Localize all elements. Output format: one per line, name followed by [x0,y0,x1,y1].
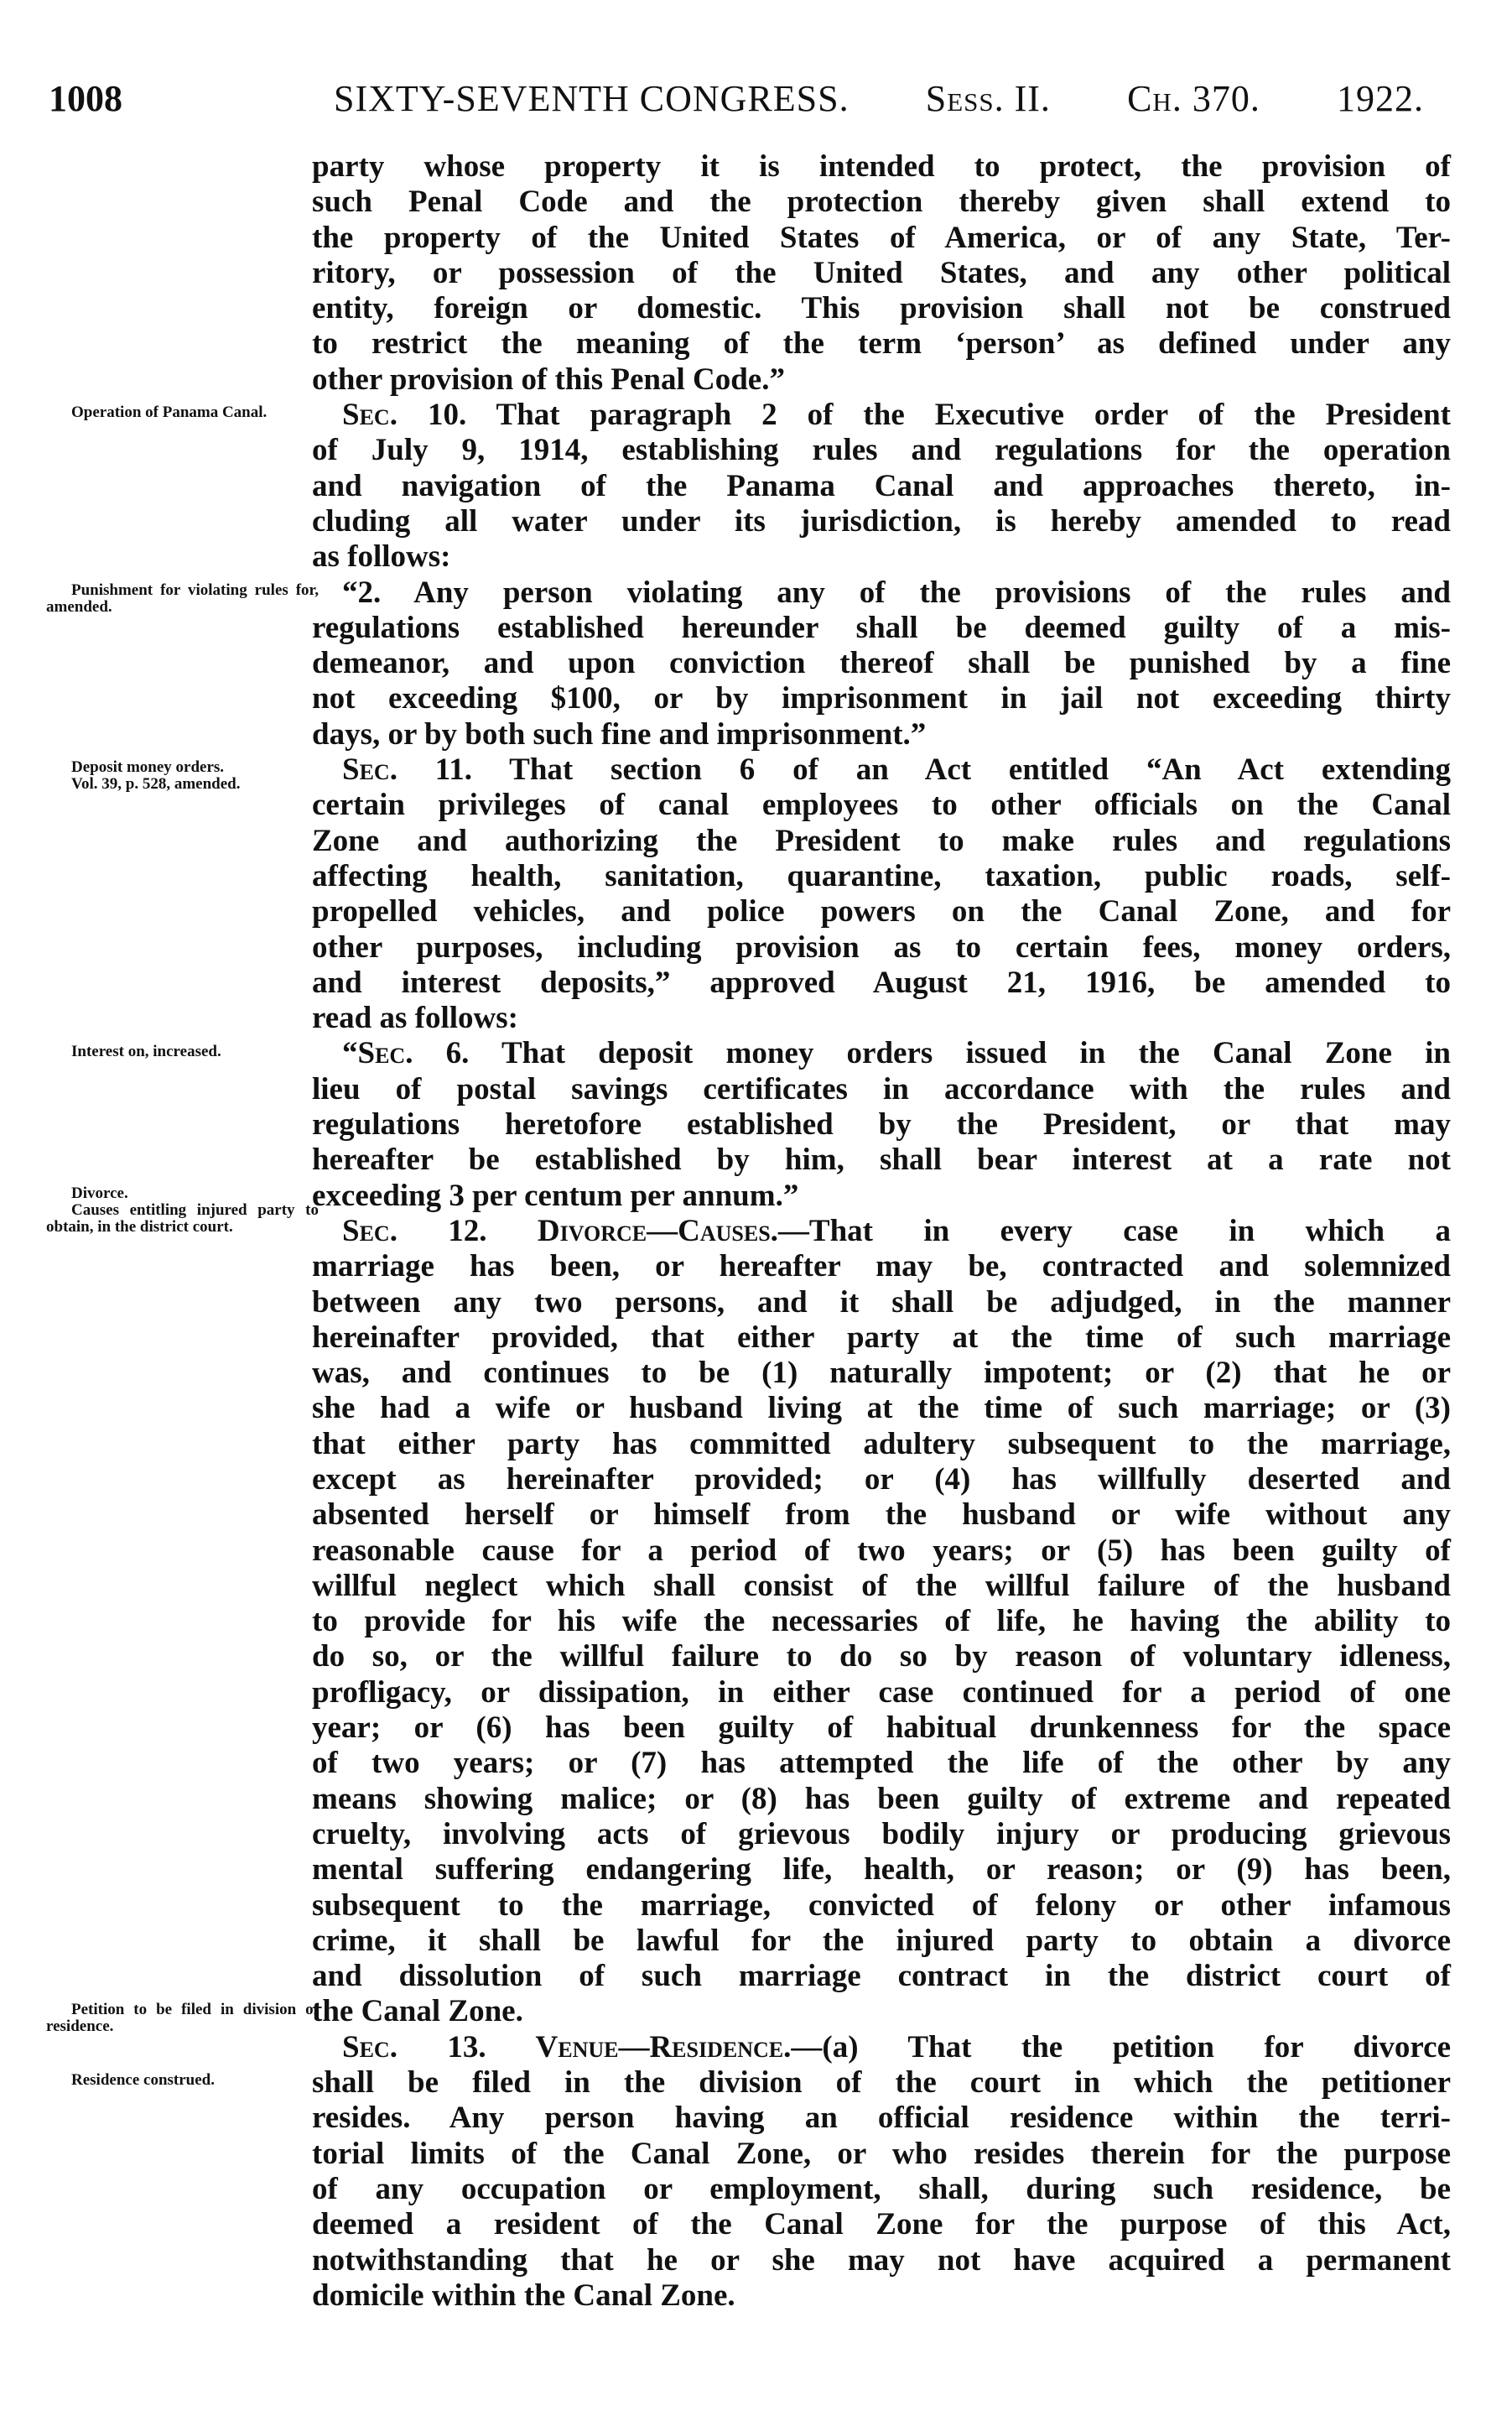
line-text: lieu of postal savings certificates in accordance with the rules and [312,1071,1451,1106]
line-text: hereafter be established by him, shall bear interest at a rate not [312,1143,1451,1178]
text-line [312,2065,1451,2101]
line-text: means showing malice; or (8) has been guilty of extreme and repeated [312,1781,1451,1816]
text-line [312,611,1451,646]
text-line [312,398,1451,433]
margin-note [46,1185,319,1236]
line-text: demeanor, and upon conviction thereof shall be punished by a fine [312,646,1451,681]
text-line [312,2243,1451,2278]
line-text: the Canal Zone. [312,1994,523,2029]
margin-note-text: Vol. 39, p. 528, amended. [71,775,241,794]
margin-note [46,2002,319,2035]
text-line [312,646,1451,681]
year: 1922. [1336,78,1424,119]
line-text: and dissolution of such marriage contract in the district court of [312,1959,1451,1994]
line-text: days, or by both such fine and imprisonment.” [312,716,927,752]
text-line [312,539,1451,575]
text-line [312,1001,1451,1036]
text-line [312,326,1451,362]
line-text: —That in every case in which a [777,1213,1451,1248]
text-line [312,469,1451,504]
margin-note [46,759,319,793]
text-line [312,1888,1451,1924]
text-line [312,681,1451,716]
text-line [312,2030,1451,2065]
text-line [312,1710,1451,1746]
line-text: cruelty, involving acts of grievous bodily injury or producing grievous [312,1816,1451,1851]
line-text: party whose property it is intended to protect, the provision of [312,149,1451,184]
line-text: 11. That section 6 of an Act entitled “An Act extending [397,752,1451,788]
text-line [312,1497,1451,1533]
text-line [312,894,1451,929]
text-line [312,1214,1451,1249]
text-line [312,1285,1451,1320]
line-text: reasonable cause for a period of two years; or (5) has been guilty of [312,1533,1451,1568]
text-line [312,1639,1451,1674]
margin-note [46,582,319,616]
line-text: between any two persons, and it shall be adjudged, in the manner [312,1284,1451,1320]
text-line [312,221,1451,256]
text-line [312,1675,1451,1710]
line-text: willful neglect which shall consist of the willful failure of the husband [312,1568,1451,1603]
margin-note-text: Deposit money orders. [71,758,225,777]
line-text: shall be filed in the division of the court in which the petitioner [312,2065,1451,2101]
margin-note-text: Petition to be filed in division of residence. [46,2000,319,2035]
line-text: affecting health, sanitation, quarantine, taxation, public roads, self- [312,858,1451,893]
page-number: 1008 [49,78,122,119]
text-line [312,1533,1451,1569]
text-line [312,1179,1451,1214]
text-line [312,149,1451,185]
text-line [312,1994,1451,2029]
section-heading: Sec. [342,398,397,433]
text-line [312,1604,1451,1639]
line-text: was, and continues to be (1) naturally impotent; or (2) that he or [312,1356,1451,1391]
line-text: hereinafter provided, that either party at the time of such marriage [312,1320,1451,1355]
text-line [312,1782,1451,1817]
line-text: year; or (6) has been guilty of habitual drunkenness for the space [312,1710,1451,1746]
text-line [312,1817,1451,1852]
line-text: of any occupation or employment, shall, during such residence, be [312,2171,1451,2206]
margin-note-text: Divorce. [71,1184,128,1202]
text-line [312,1356,1451,1391]
line-text: other purposes, including provision as to certain fees, money orders, [312,929,1451,965]
text-line [312,1107,1451,1143]
text-line [312,788,1451,823]
line-text: do so, or the willful failure to do so by reason of voluntary idleness, [312,1639,1451,1674]
line-text: propelled vehicles, and police powers on the Canal Zone, and for [312,894,1451,929]
text-line [312,1320,1451,1356]
margin-note [46,2072,319,2089]
text-line [312,1072,1451,1107]
text-line [312,752,1451,788]
margin-note [46,404,319,421]
margin-note-text: Residence construed. [71,2071,215,2090]
section-heading: Sec. 12. Divorce—Causes. [342,1213,778,1248]
line-text: torial limits of the Canal Zone, or who resides therein for the purpose [312,2136,1451,2171]
congress-title: SIXTY-SEVENTH CONGRESS. [334,78,850,119]
text-line [312,575,1451,611]
text-line [312,717,1451,752]
line-text: regulations heretofore established by the President, or that may [312,1107,1451,1143]
line-text: domicile within the Canal Zone. [312,2278,735,2313]
text-line [312,930,1451,966]
text-line [312,504,1451,539]
line-text: exceeding 3 per centum per annum.” [312,1178,799,1213]
text-line [312,966,1451,1001]
line-text: Zone and authorizing the President to make rules and regulations [312,823,1451,858]
line-text: absented herself or himself from the husband or wife without any [312,1497,1451,1533]
line-text: mental suffering endangering life, health, or reason; or (9) has been, [312,1852,1451,1887]
text-line [312,256,1451,291]
text-line [312,2101,1451,2136]
line-text: such Penal Code and the protection thereby given shall extend to [312,185,1451,220]
line-text: 6. That deposit money orders issued in the Canal Zone in [413,1036,1451,1071]
line-text: cluding all water under its jurisdiction, is hereby amended to read [312,503,1451,539]
line-text: deemed a resident of the Canal Zone for the purpose of this Act, [312,2207,1451,2242]
text-line [312,2172,1451,2207]
text-line [312,1249,1451,1284]
text-line [312,1427,1451,1462]
line-text: “2. Any person violating any of the provisions of the rules and [342,575,1451,610]
text-line [312,1924,1451,1959]
line-text: other provision of this Penal Code.” [312,362,785,397]
line-text: entity, foreign or domestic. This provision shall not be construed [312,291,1451,326]
line-text: of two years; or (7) has attempted the life of the other by any [312,1746,1451,1781]
line-text: ritory, or possession of the United States, and any other political [312,255,1451,290]
line-text: marriage has been, or hereafter may be, contracted and solemnized [312,1249,1451,1284]
text-line [312,1036,1451,1071]
text-line [312,1462,1451,1497]
line-text: of July 9, 1914, establishing rules and regulations for the operation [312,433,1451,468]
text-line [312,1143,1451,1178]
margin-note-text: Operation of Panama Canal. [71,404,268,422]
line-text: the property of the United States of America, or of any State, Ter- [312,220,1451,255]
line-text: subsequent to the marriage, convicted of felony or other infamous [312,1887,1451,1923]
text-line [312,1852,1451,1887]
line-text: regulations established hereunder shall be deemed guilty of a mis- [312,610,1451,645]
line-text: to restrict the meaning of the term ‘person’ as defined under any [312,326,1451,362]
section-heading: Sec. [342,752,397,788]
text-line [312,859,1451,894]
line-text: notwithstanding that he or she may not have acquired a permanent [312,2242,1451,2278]
line-text: not exceeding $100, or by imprisonment in jail not exceeding thirty [312,681,1451,716]
text-line [312,291,1451,326]
section-heading: “Sec. [342,1036,413,1071]
session: Sess. II. [925,78,1051,119]
text-line [312,1746,1451,1781]
chapter: Ch. 370. [1127,78,1260,119]
text-line [312,2278,1451,2314]
text-line [312,1569,1451,1604]
margin-note-text: Punishment for violating rules for, amended. [46,581,319,616]
line-text: except as hereinafter provided; or (4) has willfully deserted and [312,1461,1451,1497]
line-text: —(a) That the petition for divorce [791,2029,1452,2064]
text-line [312,433,1451,468]
line-text: she had a wife or husband living at the time of such marriage; or (3) [312,1391,1451,1426]
text-line [312,1959,1451,1994]
section-heading: Sec. 13. Venue—Residence. [342,2029,792,2064]
margin-note-text: Interest on, increased. [71,1042,221,1060]
line-text: and interest deposits,” approved August 21, 1916, be amended to [312,965,1451,1000]
line-text: crime, it shall be lawful for the injured party to obtain a divorce [312,1923,1451,1958]
text-line [312,2137,1451,2172]
line-text: as follows: [312,539,451,575]
line-text: that either party has committed adultery subsequent to the marriage, [312,1426,1451,1461]
text-line [312,185,1451,220]
line-text: profligacy, or dissipation, in either case continued for a period of one [312,1674,1451,1710]
line-text: to provide for his wife the necessaries of life, he having the ability to [312,1604,1451,1639]
margin-note-text: Causes entitling injured party to obtain, in the district court. [46,1200,319,1236]
text-line [312,2207,1451,2242]
line-text: resides. Any person having an official residence within the terri- [312,2101,1451,2136]
statute-text [312,149,1451,2314]
line-text: and navigation of the Panama Canal and approaches thereto, in- [312,468,1451,503]
running-head [334,77,1424,120]
text-line [312,824,1451,859]
text-line [312,362,1451,398]
line-text: certain privileges of canal employees to other officials on the Canal [312,788,1451,823]
line-text: read as follows: [312,1001,518,1036]
margin-note [46,1044,319,1060]
line-text: 10. That paragraph 2 of the Executive order of the President [397,398,1451,433]
text-line [312,1391,1451,1426]
